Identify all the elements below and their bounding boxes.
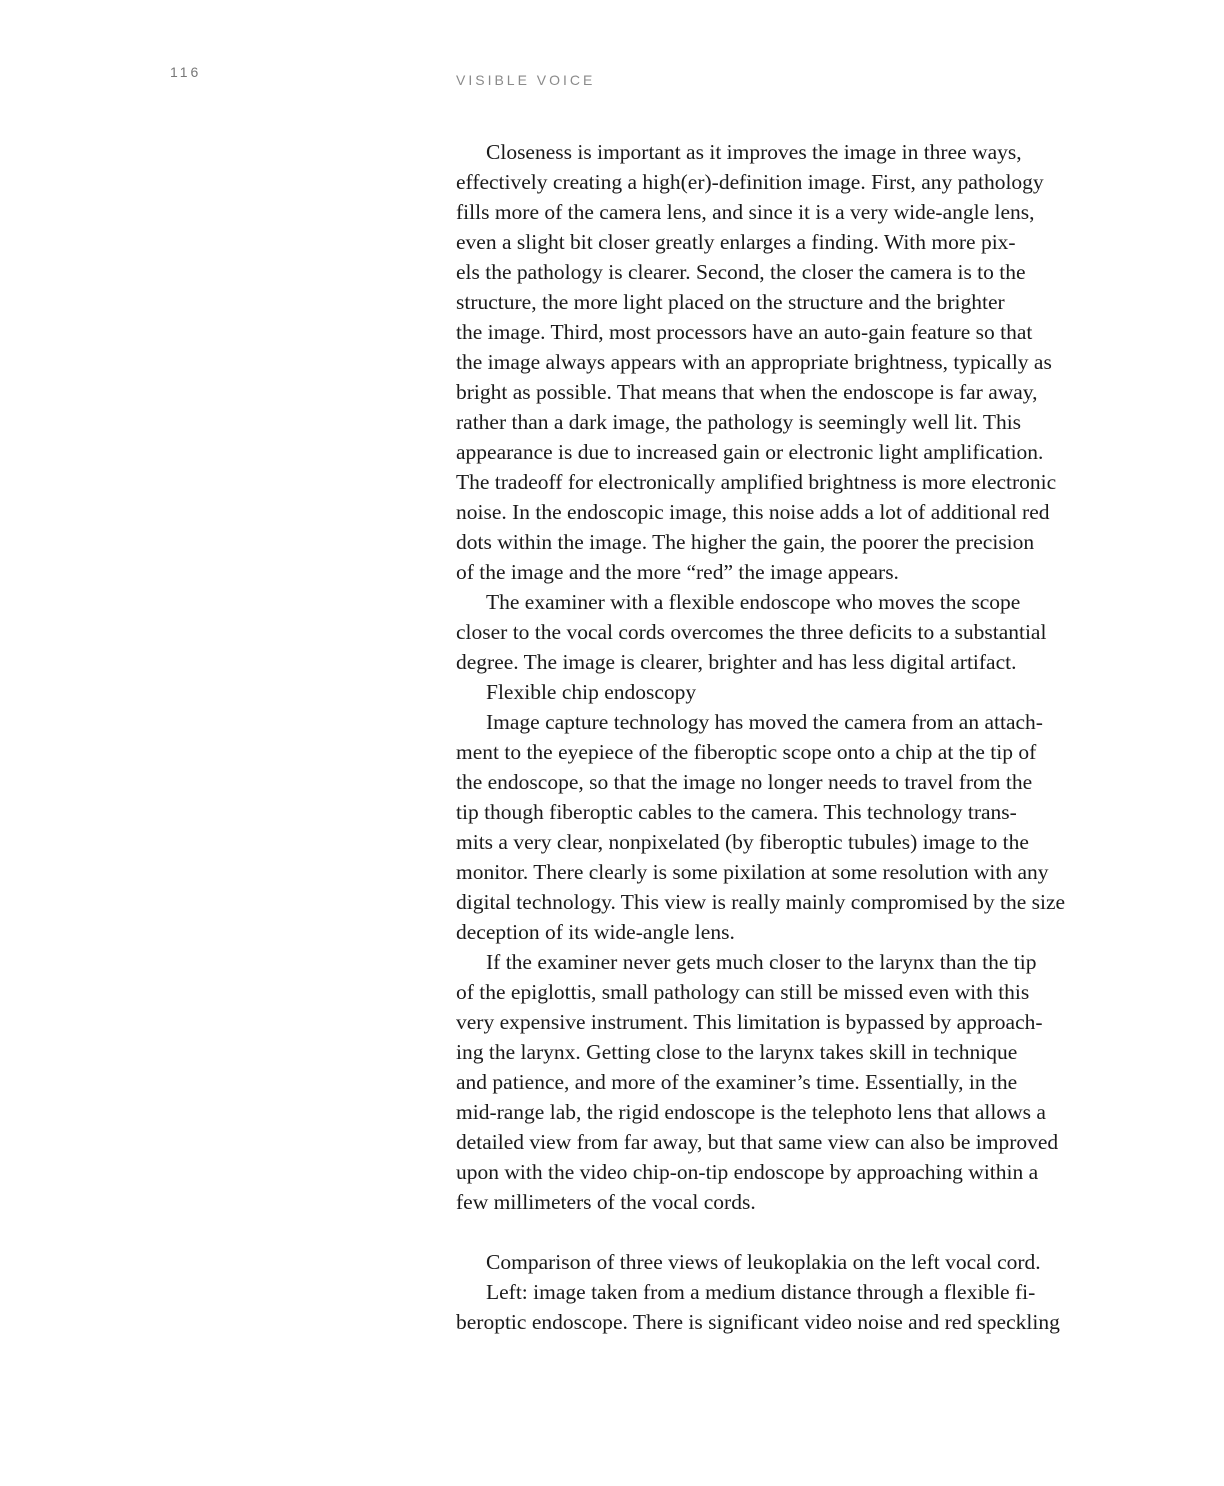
paragraph-gap xyxy=(456,1217,1096,1247)
text-line: bright as possible. That means that when the endoscope is far away, xyxy=(456,380,1038,404)
text-line: and patience, and more of the examiner’s time. Essentially, in the xyxy=(456,1070,1018,1094)
text-line: mits a very clear, nonpixelated (by fiberoptic tubules) image to the xyxy=(456,830,1029,854)
text-line: els the pathology is clearer. Second, the closer the camera is to the xyxy=(456,260,1026,284)
text-line: of the epiglottis, small pathology can still be missed even with this xyxy=(456,980,1030,1004)
text-line: upon with the video chip-on-tip endoscope by approaching within a xyxy=(456,1160,1039,1184)
text-line: dots within the image. The higher the gain, the poorer the precision xyxy=(456,530,1035,554)
text-line: Image capture technology has moved the camera from an attach- xyxy=(486,710,1043,734)
text-line: of the image and the more “red” the image appears. xyxy=(456,560,899,584)
text-line: detailed view from far away, but that same view can also be improved xyxy=(456,1130,1059,1154)
text-line: fills more of the camera lens, and since it is a very wide-angle lens, xyxy=(456,200,1035,224)
text-line: monitor. There clearly is some pixilation at some resolution with any xyxy=(456,860,1049,884)
text-line: even a slight bit closer greatly enlarges a finding. With more pix- xyxy=(456,230,1016,254)
text-line: ment to the eyepiece of the fiberoptic scope onto a chip at the tip of xyxy=(456,740,1037,764)
text-line: appearance is due to increased gain or electronic light amplification. xyxy=(456,440,1044,464)
text-line: the image. Third, most processors have an auto-gain feature so that xyxy=(456,320,1033,344)
text-line: tip though fiberoptic cables to the camera. This technology trans- xyxy=(456,800,1017,824)
text-line: closer to the vocal cords overcomes the three deficits to a substantial xyxy=(456,620,1047,644)
text-line: structure, the more light placed on the structure and the brighter xyxy=(456,290,1005,314)
caption-line: Left: image taken from a medium distance through a flexible fi- xyxy=(486,1280,1036,1304)
text-line: very expensive instrument. This limitation is bypassed by approach- xyxy=(456,1010,1043,1034)
running-head: VISIBLE VOICE xyxy=(456,72,596,88)
text-line: The tradeoff for electronically amplified brightness is more electronic xyxy=(456,470,1057,494)
caption-line: beroptic endoscope. There is significant video noise and red speckling xyxy=(456,1310,1060,1334)
caption-line: Comparison of three views of leukoplakia on the left vocal cord. xyxy=(486,1250,1041,1274)
text-line: If the examiner never gets much closer to the larynx than the tip xyxy=(486,950,1037,974)
text-line: ing the larynx. Getting close to the larynx takes skill in technique xyxy=(456,1040,1018,1064)
text-line: the endoscope, so that the image no longer needs to travel from the xyxy=(456,770,1033,794)
section-heading: Flexible chip endoscopy xyxy=(486,680,697,704)
page-number: 116 xyxy=(170,64,202,80)
text-line: degree. The image is clearer, brighter and has less digital artifact. xyxy=(456,650,1017,674)
text-line: few millimeters of the vocal cords. xyxy=(456,1190,756,1214)
text-line: digital technology. This view is really mainly compromised by the size xyxy=(456,890,1066,914)
text-line: noise. In the endoscopic image, this noise adds a lot of additional red xyxy=(456,500,1050,524)
text-line: Closeness is important as it improves the image in three ways, xyxy=(486,140,1022,164)
text-line: the image always appears with an appropriate brightness, typically as xyxy=(456,350,1052,374)
text-line: effectively creating a high(er)-definition image. First, any pathology xyxy=(456,170,1044,194)
body-text xyxy=(456,137,1096,1337)
text-line: deception of its wide-angle lens. xyxy=(456,920,735,944)
text-line: mid-range lab, the rigid endoscope is the telephoto lens that allows a xyxy=(456,1100,1046,1124)
text-line: The examiner with a flexible endoscope who moves the scope xyxy=(486,590,1021,614)
text-line: rather than a dark image, the pathology is seemingly well lit. This xyxy=(456,410,1022,434)
